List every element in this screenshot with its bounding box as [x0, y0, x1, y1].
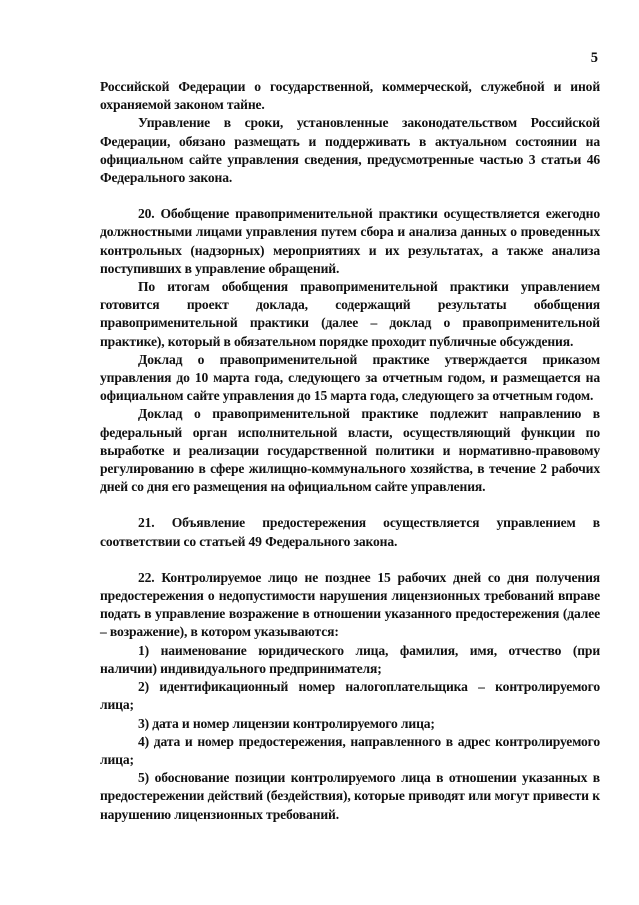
list-item: 5) обоснование позиции контролируемого лица в отношении указанных в предостережении действий (бездействия), которые приводят или могут привести к нарушению лицензионных требований.: [100, 770, 600, 822]
list-item: 3) дата и номер лицензии контролируемого лица;: [138, 715, 435, 731]
paragraph-20-report-draft: По итогам обобщения правоприменительной практики управлением готовится проект доклада, содержащий результаты обобщения правоприменительной практики (далее – доклад о правоприменительной практике), который в обязательном порядке проходит публичные обсуждения.: [100, 279, 600, 349]
page-number: 5: [590, 50, 598, 66]
paragraph-22: 22. Контролируемое лицо не позднее 15 рабочих дней со дня получения предостережения о недопустимости нарушения лицензионных требований вправе подать в управление возражение в отношении указанного предостережения (далее – возражение), в котором указываются:: [100, 569, 600, 640]
paragraph-secrecy: Российской Федерации о государственной, коммерческой, служебной и иной охраняемой законом тайне.: [100, 79, 600, 113]
list-item: 2) идентификационный номер налогоплательщика – контролируемого лица;: [100, 679, 600, 713]
paragraph-21: 21. Объявление предостережения осуществляется управлением в соответствии со статьей 49 Федерального закона.: [100, 515, 600, 549]
paragraph-20-report-submission: Доклад о правоприменительной практике подлежит направлению в федеральный орган исполнительной власти, осуществляющий функции по выработке и реализации государственной политики и нормативно-правовому регулированию в сфере жилищно-коммунального хозяйства, в течение 2 рабочих дней со дня его размещения на официальном сайте управления.: [100, 406, 600, 495]
objection-contents-list: [100, 642, 600, 824]
list-item: 4) дата и номер предостережения, направленного в адрес контролируемого лица;: [100, 733, 600, 767]
list-item: 1) наименование юридического лица, фамилия, имя, отчество (при наличии) индивидуального предпринимателя;: [100, 642, 600, 676]
paragraph-20-report-approval: Доклад о правоприменительной практике утверждается приказом управления до 10 марта года, следующего за отчетным годом, и размещается на официальном сайте управления до 15 марта года, следующего за отчетным годом.: [100, 351, 600, 404]
paragraph-20: 20. Обобщение правоприменительной практики осуществляется ежегодно должностными лицами управления путем сбора и анализа данных о проведенных контрольных (надзорных) мероприятиях и их результатах, а также анализа поступивших в управление обращений.: [100, 206, 600, 276]
paragraph-website-info: Управление в сроки, установленные законодательством Российской Федерации, обязано размещать и поддерживать в актуальном состоянии на официальном сайте управления сведения, предусмотренные частью 3 статьи 46 Федерального закона.: [100, 115, 600, 186]
